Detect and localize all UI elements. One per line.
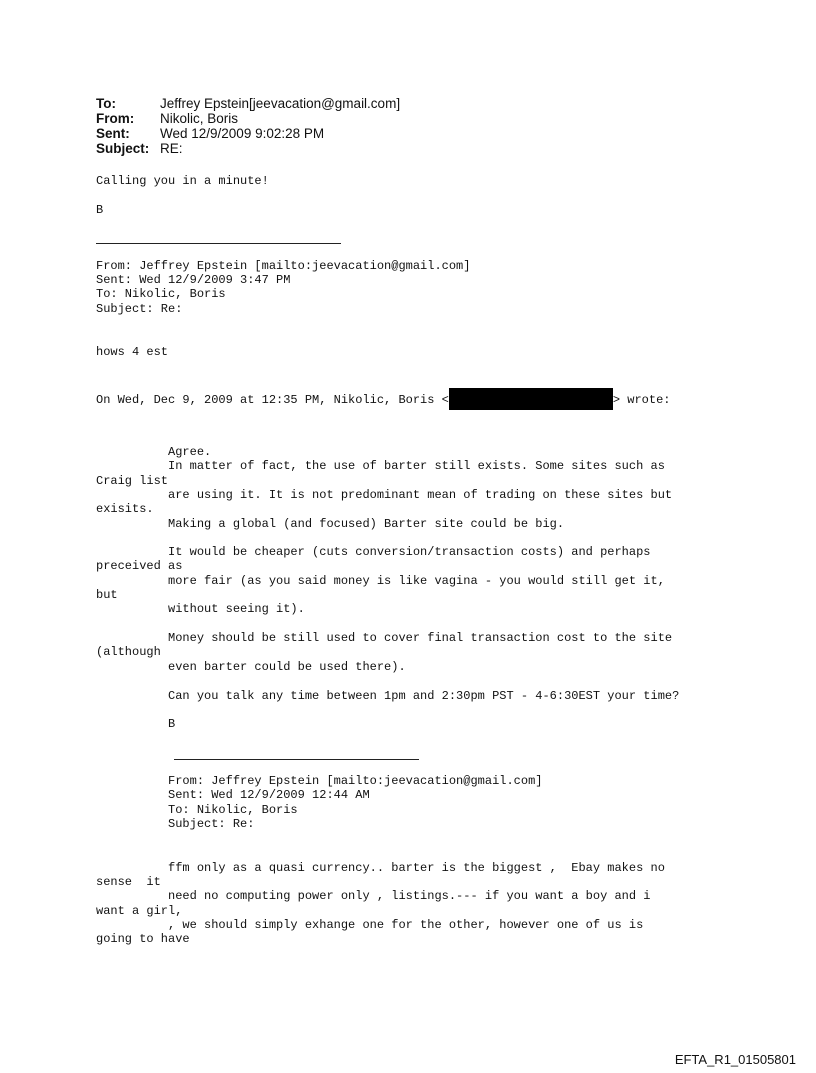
bates-number: EFTA_R1_01505801 xyxy=(674,1052,796,1067)
subject-value: RE: xyxy=(160,141,183,156)
sent-label: Sent: xyxy=(96,126,130,141)
divider-rule xyxy=(96,243,341,244)
quote2-line: without seeing it). xyxy=(96,602,305,616)
quote2-line: even barter could be used there). xyxy=(96,660,406,674)
quote2-line: It would be cheaper (cuts conversion/transaction costs) and perhaps xyxy=(96,545,651,559)
quote1-text: hows 4 est xyxy=(96,345,169,359)
quote2-signature: B xyxy=(96,717,176,731)
quote3-subject: Subject: Re: xyxy=(96,817,255,831)
quote1-from: From: Jeffrey Epstein [mailto:jeevacation@gmail.com] xyxy=(96,259,471,273)
quote2-line: preceived as xyxy=(96,559,183,573)
quote3-line: ffm only as a quasi currency.. barter is the biggest , Ebay makes no xyxy=(96,861,665,875)
from-value: Nikolic, Boris xyxy=(160,111,239,126)
redaction-box xyxy=(449,388,613,410)
body-line: Calling you in a minute! xyxy=(96,174,269,188)
divider-rule xyxy=(174,759,419,760)
quote1-sent: Sent: Wed 12/9/2009 3:47 PM xyxy=(96,273,291,287)
wrote-suffix: > wrote: xyxy=(612,393,671,407)
quote2-line: Money should be still used to cover final transaction cost to the site xyxy=(96,631,673,645)
quote2-line: Agree. xyxy=(96,445,212,459)
sent-value: Wed 12/9/2009 9:02:28 PM xyxy=(160,126,325,141)
quote2-line: but xyxy=(96,588,118,602)
to-value: Jeffrey Epstein[jeevacation@gmail.com] xyxy=(160,96,401,111)
quote2-line: In matter of fact, the use of barter still exists. Some sites such as xyxy=(96,459,665,473)
quote3-line: need no computing power only , listings.--- if you want a boy and i xyxy=(96,889,651,903)
to-label: To: xyxy=(96,96,116,111)
quote2-line: Making a global (and focused) Barter site could be big. xyxy=(96,517,565,531)
quote1-subject: Subject: Re: xyxy=(96,302,183,316)
quote3-line: , we should simply exhange one for the other, however one of us is xyxy=(96,918,644,932)
quote3-line: going to have xyxy=(96,932,190,946)
body-signature: B xyxy=(96,203,104,217)
from-label: From: xyxy=(96,111,135,126)
wrote-prefix: On Wed, Dec 9, 2009 at 12:35 PM, Nikolic, Boris < xyxy=(96,393,449,407)
quote2-line: Can you talk any time between 1pm and 2:30pm PST - 4-6:30EST your time? xyxy=(96,689,680,703)
quote3-line: sense it xyxy=(96,875,161,889)
subject-row xyxy=(96,141,400,156)
quote2-line: are using it. It is not predominant mean of trading on these sites but xyxy=(96,488,673,502)
quote3-sent: Sent: Wed 12/9/2009 12:44 AM xyxy=(96,788,370,802)
quote2-line: exisits. xyxy=(96,502,154,516)
quote2-line: more fair (as you said money is like vagina - you would still get it, xyxy=(96,574,665,588)
to-row xyxy=(96,96,400,111)
email-header xyxy=(96,96,400,156)
quote3-to: To: Nikolic, Boris xyxy=(96,803,298,817)
from-row xyxy=(96,111,400,126)
quote1-wrote-line xyxy=(96,388,670,410)
sent-row xyxy=(96,126,400,141)
quote3-from: From: Jeffrey Epstein [mailto:jeevacation@gmail.com] xyxy=(96,774,543,788)
quote1-to: To: Nikolic, Boris xyxy=(96,287,226,301)
subject-label: Subject: xyxy=(96,141,150,156)
quote3-line: want a girl, xyxy=(96,904,183,918)
quote2-line: Craig list xyxy=(96,474,169,488)
quote2-line: (although xyxy=(96,645,161,659)
